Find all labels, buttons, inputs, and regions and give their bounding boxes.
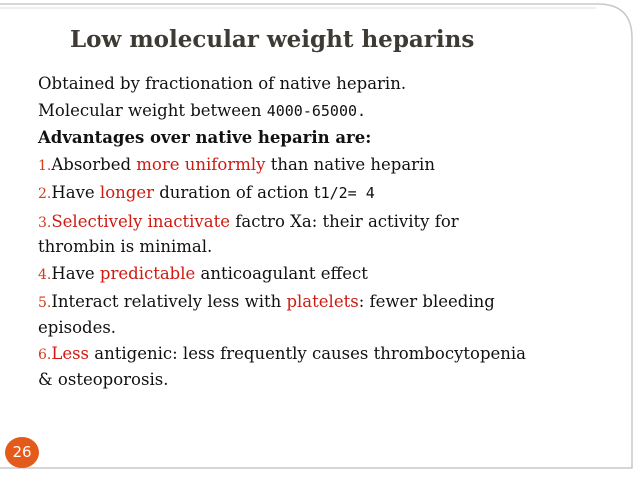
list-item-2: 2.Have longer duration of action t1/2= 4	[38, 183, 375, 202]
list-item-6: 6.Less antigenic: less frequently causes thrombocytopenia	[38, 344, 527, 363]
page-number-badge: 26	[5, 437, 39, 468]
list-item-3: 3.Selectively inactivate factro Xa: their activity for	[38, 211, 459, 231]
advantages-heading: Advantages over native heparin are:	[38, 128, 372, 147]
list-item-3-cont: thrombin is minimal.	[38, 237, 213, 256]
intro-line-2: Molecular weight between 4000-65000.	[38, 100, 367, 120]
list-item-5-cont: episodes.	[38, 317, 117, 337]
list-item-6-cont: & osteoporosis.	[38, 369, 169, 389]
list-item-4: 4.Have predictable anticoagulant effect	[38, 263, 368, 283]
slide-body	[38, 72, 598, 391]
intro-line-1: Obtained by fractionation of native heparin.	[38, 74, 407, 93]
slide-title: Low molecular weight heparins	[70, 26, 475, 53]
list-item-1: 1.Absorbed more uniformly than native heparin	[38, 154, 435, 174]
list-item-5: 5.Interact relatively less with platelets: fewer bleeding	[38, 292, 495, 311]
molecular-weight-value: 4000-65000.	[266, 101, 367, 120]
